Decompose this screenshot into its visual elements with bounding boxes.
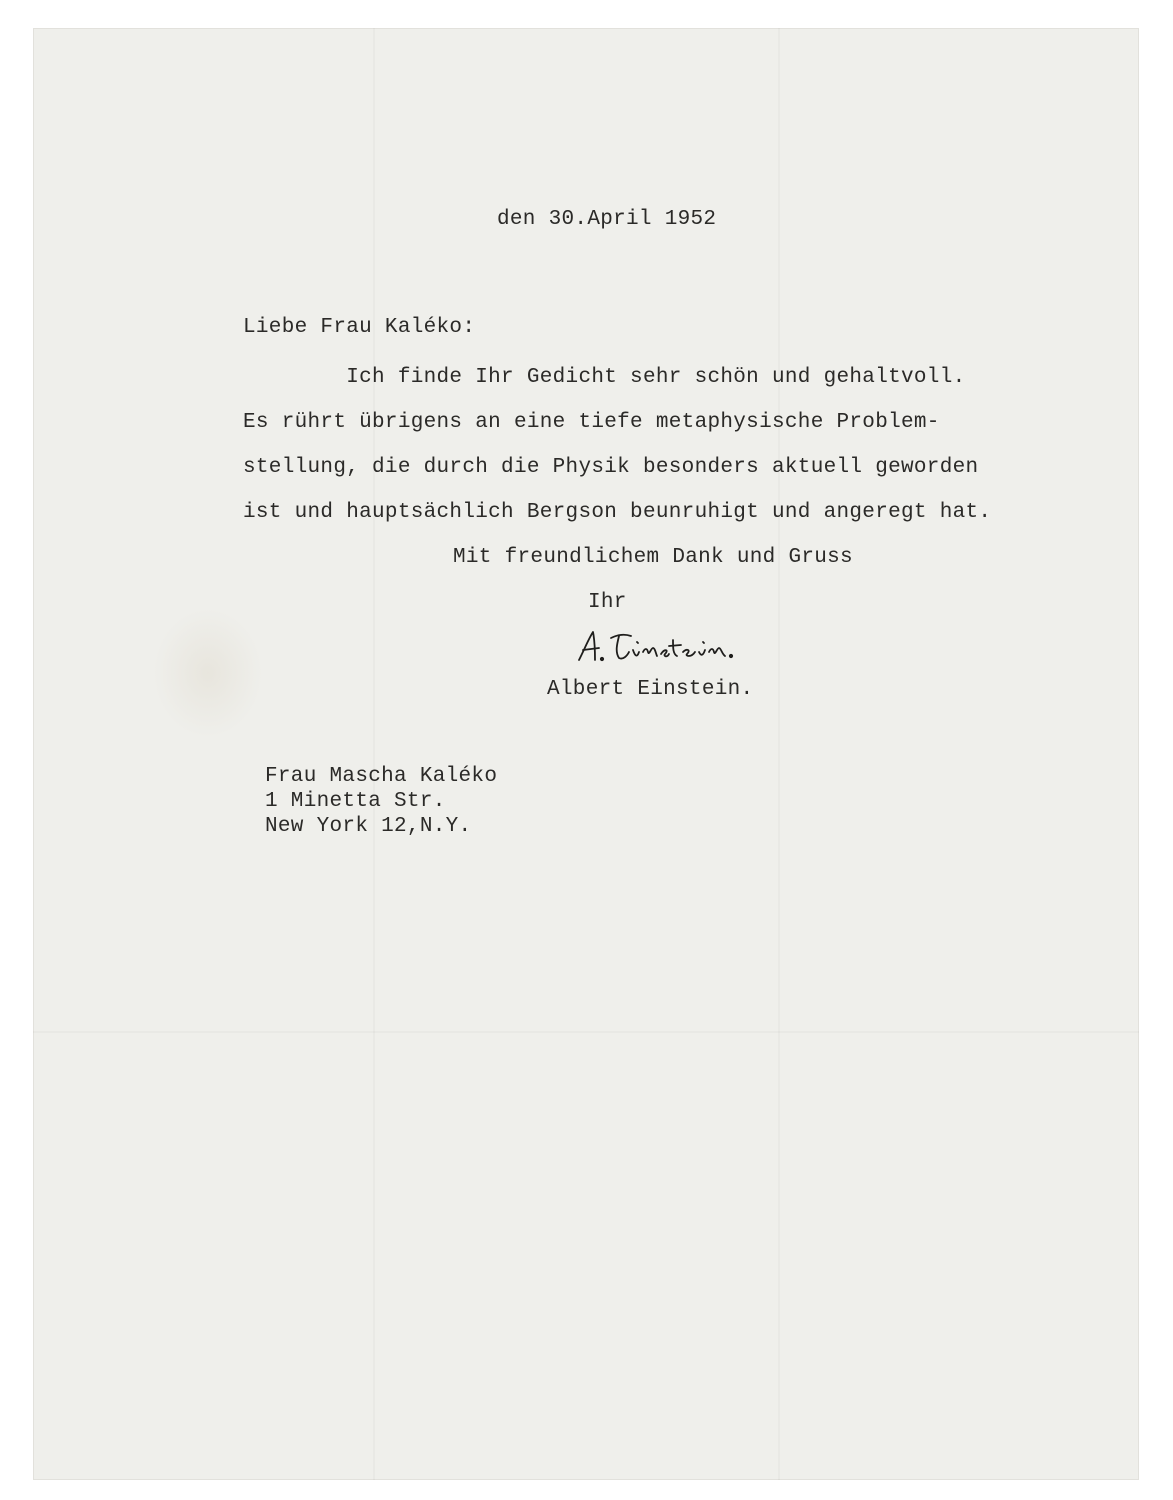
address-line: Frau Mascha Kaléko — [265, 765, 498, 788]
letter-sheet — [33, 28, 1139, 1480]
letter-date: den 30.April 1952 — [497, 208, 717, 231]
letter-closing: Mit freundlichem Dank und Gruss — [453, 546, 853, 569]
signed-name: Albert Einstein. — [547, 678, 754, 701]
body-line: stellung, die durch die Physik besonders aktuell geworden — [243, 456, 979, 479]
handwritten-signature — [573, 626, 743, 666]
address-line: 1 Minetta Str. — [265, 790, 446, 813]
paper-stain — [153, 608, 263, 738]
body-line: Es rührt übrigens an eine tiefe metaphysische Problem- — [243, 411, 940, 434]
body-line: ist und hauptsächlich Bergson beunruhigt und angeregt hat. — [243, 501, 992, 524]
body-line: Ich finde Ihr Gedicht sehr schön und gehaltvoll. — [243, 366, 966, 389]
paper-fold-horizontal — [33, 1031, 1139, 1033]
address-line: New York 12,N.Y. — [265, 815, 472, 838]
letter-salutation: Liebe Frau Kaléko: — [243, 316, 476, 339]
letter-closing-word: Ihr — [588, 591, 627, 614]
paper-fold-vertical-right — [778, 28, 780, 1480]
paper-fold-vertical-left — [373, 28, 375, 1480]
